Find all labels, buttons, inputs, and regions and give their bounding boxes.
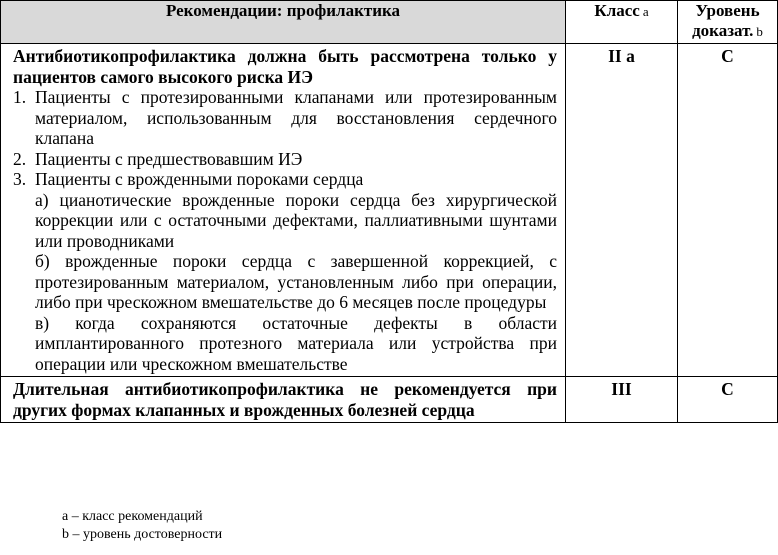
- table-header-row: [1, 1, 778, 44]
- recommendation-title: Антибиотикопрофилактика должна быть рассмотрена только у пациентов самого высокого риска ИЭ: [13, 46, 557, 87]
- table-row: [1, 44, 778, 377]
- sub-item: а) цианотические врожденные пороки сердца без хирургической коррекции или с остаточными дефектами, паллиативными шунтами или проводниками: [35, 189, 557, 251]
- recommendation-title: Длительная антибиотикопрофилактика не рекомендуется при других формах клапанных и врожденных болезней сердца: [13, 379, 557, 420]
- header-level-line2: доказат.: [692, 21, 754, 40]
- class-cell: III: [566, 377, 678, 423]
- list-item-text: Пациенты с предшествовавшим ИЭ: [35, 148, 303, 169]
- list-item: [13, 87, 557, 149]
- list-item: [13, 149, 557, 170]
- recommendation-cell: [1, 377, 566, 423]
- header-recommendations-label: Рекомендации: профилактика: [165, 1, 401, 20]
- list-item: [13, 169, 557, 190]
- footnotes: [62, 508, 222, 544]
- list-item-number: 1.: [13, 87, 27, 107]
- header-recommendations: [1, 1, 566, 44]
- header-class-label: Класс: [594, 1, 640, 20]
- recommendation-cell: [1, 44, 566, 377]
- list-item-number: 2.: [13, 148, 27, 169]
- level-cell: C: [678, 377, 778, 423]
- sub-item: б) врожденные пороки сердца с завершенной коррекцией, с протезированным материалом, установленным либо при операции, либо при чрескожном вмешательстве до 6 месяцев после процедуры: [35, 251, 557, 312]
- table-row: [1, 377, 778, 423]
- sub-item: в) когда сохраняются остаточные дефекты в области имплантированного протезного материала или устройства при операции или чрескожном вмешательстве: [35, 312, 557, 374]
- header-class: [566, 1, 678, 44]
- header-level-superscript: b: [756, 24, 763, 39]
- footnote-b: b – уровень достоверности: [62, 527, 223, 542]
- header-level: [678, 1, 778, 44]
- list-item-text: Пациенты с протезированными клапанами или протезированным материалом, использованным для восстановления сердечного клапана: [35, 87, 557, 148]
- footnote-a: a – класс рекомендаций: [62, 509, 203, 524]
- header-class-superscript: a: [642, 4, 649, 19]
- list-item-text: Пациенты с врожденными пороками сердца: [35, 169, 364, 189]
- list-item-number: 3.: [13, 169, 27, 189]
- header-level-line1: Уровень: [695, 1, 760, 20]
- level-cell: C: [678, 44, 778, 377]
- class-cell: II a: [566, 44, 678, 377]
